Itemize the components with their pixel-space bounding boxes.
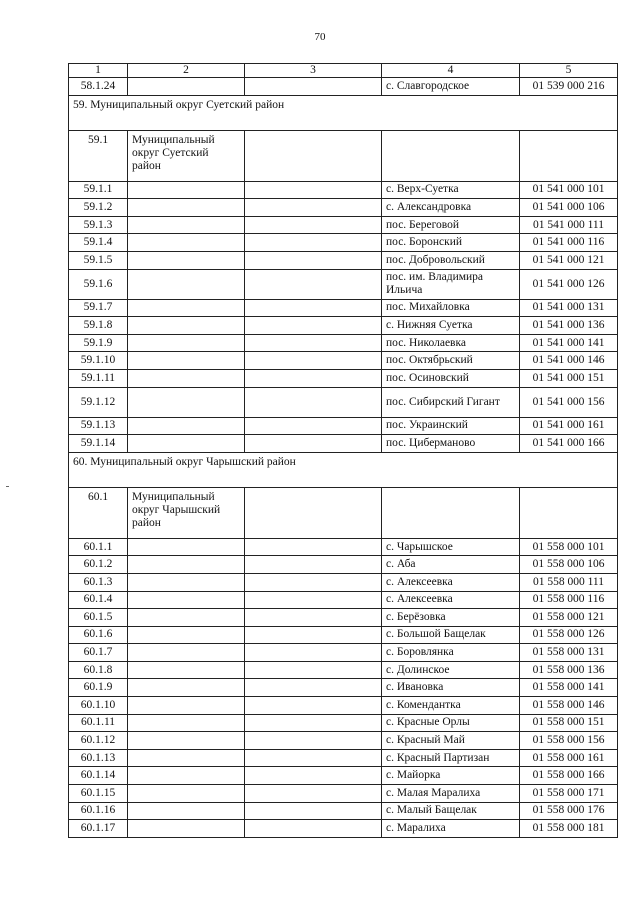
code-cell: 01 558 000 176 — [520, 802, 618, 820]
code-cell: 01 541 000 146 — [520, 352, 618, 370]
table-row — [69, 609, 618, 627]
table-row — [69, 181, 618, 199]
settlement-name-cell: пос. Николаевка — [382, 334, 520, 352]
table-row — [69, 732, 618, 750]
municipality-name-cell — [128, 661, 245, 679]
empty-cell — [245, 352, 382, 370]
empty-cell — [245, 487, 382, 538]
table-row — [69, 78, 618, 96]
code-cell: 01 541 000 116 — [520, 234, 618, 252]
empty-cell — [245, 644, 382, 662]
row-number-cell: 60.1.9 — [69, 679, 128, 697]
row-number-cell: 60.1.7 — [69, 644, 128, 662]
page-number: 70 — [314, 31, 326, 43]
margin-mark — [6, 486, 9, 487]
row-number-cell: 59.1.9 — [69, 334, 128, 352]
row-number-cell: 60.1 — [69, 487, 128, 538]
empty-cell — [245, 609, 382, 627]
table-row — [69, 216, 618, 234]
settlement-name-cell: пос. Октябрьский — [382, 352, 520, 370]
empty-cell — [245, 251, 382, 269]
table-row — [69, 749, 618, 767]
municipality-name-cell — [128, 697, 245, 715]
municipality-row — [69, 130, 618, 181]
empty-cell — [245, 802, 382, 820]
header-cell: 1 — [69, 64, 128, 78]
municipality-name-cell — [128, 538, 245, 556]
code-cell — [520, 130, 618, 181]
row-number-cell: 59.1.13 — [69, 417, 128, 435]
code-cell: 01 541 000 101 — [520, 181, 618, 199]
row-number-cell: 60.1.16 — [69, 802, 128, 820]
settlement-name-cell: с. Малый Бащелак — [382, 802, 520, 820]
code-cell: 01 541 000 106 — [520, 199, 618, 217]
municipality-name-cell — [128, 644, 245, 662]
code-cell: 01 558 000 101 — [520, 538, 618, 556]
table-row — [69, 573, 618, 591]
table-row — [69, 317, 618, 335]
table-row — [69, 767, 618, 785]
settlement-name-cell: пос. Береговой — [382, 216, 520, 234]
empty-cell — [245, 785, 382, 803]
table-row — [69, 697, 618, 715]
settlement-name-cell: с. Маралиха — [382, 820, 520, 838]
code-cell: 01 558 000 106 — [520, 556, 618, 574]
table-row — [69, 802, 618, 820]
empty-cell — [245, 573, 382, 591]
code-cell: 01 541 000 156 — [520, 387, 618, 417]
section-header-row — [69, 452, 618, 487]
municipality-name-cell — [128, 573, 245, 591]
settlement-name-cell: пос. Циберманово — [382, 435, 520, 453]
municipality-name-cell — [128, 78, 245, 96]
code-cell: 01 541 000 166 — [520, 435, 618, 453]
settlement-name-cell: с. Красный Партизан — [382, 749, 520, 767]
municipality-name-cell — [128, 269, 245, 299]
settlement-name-cell: с. Чарышское — [382, 538, 520, 556]
settlement-name-cell: с. Аба — [382, 556, 520, 574]
table-row — [69, 199, 618, 217]
row-number-cell: 59.1 — [69, 130, 128, 181]
code-cell: 01 558 000 126 — [520, 626, 618, 644]
empty-cell — [245, 591, 382, 609]
settlement-name-cell: с. Красные Орлы — [382, 714, 520, 732]
empty-cell — [245, 661, 382, 679]
row-number-cell: 59.1.7 — [69, 299, 128, 317]
municipality-name-cell — [128, 591, 245, 609]
row-number-cell: 60.1.10 — [69, 697, 128, 715]
table-header-row — [69, 64, 618, 78]
municipality-name-cell — [128, 181, 245, 199]
municipality-row — [69, 487, 618, 538]
section-header-row — [69, 95, 618, 130]
empty-cell — [245, 387, 382, 417]
code-cell: 01 558 000 121 — [520, 609, 618, 627]
settlement-name-cell: с. Александровка — [382, 199, 520, 217]
code-cell: 01 541 000 136 — [520, 317, 618, 335]
empty-cell — [245, 181, 382, 199]
code-cell: 01 558 000 181 — [520, 820, 618, 838]
table-row — [69, 234, 618, 252]
municipality-name-cell — [128, 299, 245, 317]
municipality-name-cell — [128, 199, 245, 217]
settlement-name-cell: пос. им. Владимира Ильича — [382, 269, 520, 299]
settlement-name-cell: с. Славгородское — [382, 78, 520, 96]
code-cell: 01 558 000 156 — [520, 732, 618, 750]
empty-cell — [245, 732, 382, 750]
empty-cell — [245, 626, 382, 644]
row-number-cell: 59.1.4 — [69, 234, 128, 252]
row-number-cell: 60.1.12 — [69, 732, 128, 750]
settlement-name-cell: с. Нижняя Суетка — [382, 317, 520, 335]
row-number-cell: 60.1.11 — [69, 714, 128, 732]
municipality-name-cell — [128, 626, 245, 644]
municipality-name-cell — [128, 679, 245, 697]
table-row — [69, 785, 618, 803]
row-number-cell: 59.1.11 — [69, 369, 128, 387]
row-number-cell: 60.1.4 — [69, 591, 128, 609]
code-cell: 01 558 000 131 — [520, 644, 618, 662]
table-row — [69, 299, 618, 317]
municipality-name-cell — [128, 820, 245, 838]
table-row — [69, 369, 618, 387]
municipality-name-cell — [128, 802, 245, 820]
settlement-name-cell: пос. Михайловка — [382, 299, 520, 317]
table-row — [69, 714, 618, 732]
table-row — [69, 644, 618, 662]
row-number-cell: 59.1.2 — [69, 199, 128, 217]
table-row — [69, 626, 618, 644]
code-cell: 01 558 000 171 — [520, 785, 618, 803]
empty-cell — [245, 299, 382, 317]
empty-cell — [245, 767, 382, 785]
settlement-name-cell: с. Долинское — [382, 661, 520, 679]
settlement-name-cell: с. Комендантка — [382, 697, 520, 715]
empty-cell — [245, 130, 382, 181]
empty-cell — [245, 78, 382, 96]
row-number-cell: 60.1.15 — [69, 785, 128, 803]
code-cell: 01 541 000 161 — [520, 417, 618, 435]
table-row — [69, 387, 618, 417]
municipality-name-cell — [128, 767, 245, 785]
header-cell: 3 — [245, 64, 382, 78]
row-number-cell: 58.1.24 — [69, 78, 128, 96]
municipality-name-cell — [128, 216, 245, 234]
code-cell: 01 541 000 126 — [520, 269, 618, 299]
row-number-cell: 60.1.1 — [69, 538, 128, 556]
municipality-name-cell — [128, 785, 245, 803]
row-number-cell: 59.1.5 — [69, 251, 128, 269]
settlement-name-cell: с. Алексеевка — [382, 591, 520, 609]
municipality-name-cell — [128, 334, 245, 352]
table-row — [69, 538, 618, 556]
code-cell: 01 541 000 141 — [520, 334, 618, 352]
settlement-name-cell: с. Красный Май — [382, 732, 520, 750]
table-row — [69, 556, 618, 574]
table-row — [69, 269, 618, 299]
empty-cell — [245, 435, 382, 453]
municipality-name-cell — [128, 556, 245, 574]
row-number-cell: 60.1.14 — [69, 767, 128, 785]
settlement-name-cell: пос. Сибирский Гигант — [382, 387, 520, 417]
municipality-name-cell: Муниципальный округ Чарышский район — [128, 487, 245, 538]
table-row — [69, 661, 618, 679]
code-cell: 01 558 000 116 — [520, 591, 618, 609]
settlement-name-cell: с. Боровлянка — [382, 644, 520, 662]
table-row — [69, 352, 618, 370]
row-number-cell: 60.1.2 — [69, 556, 128, 574]
settlement-name-cell: с. Берёзовка — [382, 609, 520, 627]
municipality-name-cell — [128, 732, 245, 750]
municipality-name-cell — [128, 387, 245, 417]
municipality-name-cell — [128, 714, 245, 732]
municipality-name-cell: Муниципальный округ Суетский район — [128, 130, 245, 181]
row-number-cell: 60.1.3 — [69, 573, 128, 591]
row-number-cell: 59.1.3 — [69, 216, 128, 234]
code-cell: 01 558 000 136 — [520, 661, 618, 679]
empty-cell — [245, 556, 382, 574]
header-cell: 4 — [382, 64, 520, 78]
table-row — [69, 334, 618, 352]
row-number-cell: 59.1.8 — [69, 317, 128, 335]
row-number-cell: 60.1.13 — [69, 749, 128, 767]
empty-cell — [245, 234, 382, 252]
municipality-name-cell — [128, 417, 245, 435]
row-number-cell: 60.1.8 — [69, 661, 128, 679]
code-cell: 01 539 000 216 — [520, 78, 618, 96]
code-cell: 01 558 000 141 — [520, 679, 618, 697]
code-cell: 01 541 000 131 — [520, 299, 618, 317]
row-number-cell: 59.1.6 — [69, 269, 128, 299]
code-cell: 01 558 000 111 — [520, 573, 618, 591]
table-row — [69, 251, 618, 269]
row-number-cell: 60.1.17 — [69, 820, 128, 838]
header-cell: 5 — [520, 64, 618, 78]
empty-cell — [245, 679, 382, 697]
code-cell: 01 558 000 166 — [520, 767, 618, 785]
settlement-name-cell: с. Майорка — [382, 767, 520, 785]
municipality-name-cell — [128, 234, 245, 252]
section-title: 59. Муниципальный округ Суетский район — [69, 95, 618, 130]
table-row — [69, 435, 618, 453]
code-cell: 01 558 000 151 — [520, 714, 618, 732]
table-row — [69, 417, 618, 435]
municipality-name-cell — [128, 435, 245, 453]
row-number-cell: 59.1.12 — [69, 387, 128, 417]
empty-cell — [245, 369, 382, 387]
empty-cell — [245, 417, 382, 435]
table-row — [69, 679, 618, 697]
section-title: 60. Муниципальный округ Чарышский район — [69, 452, 618, 487]
code-cell: 01 558 000 161 — [520, 749, 618, 767]
municipality-name-cell — [128, 749, 245, 767]
empty-cell — [245, 269, 382, 299]
row-number-cell: 60.1.5 — [69, 609, 128, 627]
settlements-table — [68, 63, 618, 838]
municipality-name-cell — [128, 352, 245, 370]
row-number-cell: 59.1.1 — [69, 181, 128, 199]
code-cell: 01 541 000 151 — [520, 369, 618, 387]
municipality-name-cell — [128, 251, 245, 269]
code-cell — [520, 487, 618, 538]
code-cell: 01 541 000 111 — [520, 216, 618, 234]
empty-cell — [245, 820, 382, 838]
municipality-name-cell — [128, 317, 245, 335]
table-row — [69, 591, 618, 609]
settlement-name-cell: с. Верх-Суетка — [382, 181, 520, 199]
settlement-name-cell: пос. Осиновский — [382, 369, 520, 387]
settlement-name-cell: пос. Боронский — [382, 234, 520, 252]
row-number-cell: 59.1.10 — [69, 352, 128, 370]
empty-cell — [245, 714, 382, 732]
empty-cell — [245, 334, 382, 352]
empty-cell — [245, 697, 382, 715]
empty-cell — [245, 538, 382, 556]
settlement-name-cell — [382, 487, 520, 538]
row-number-cell: 60.1.6 — [69, 626, 128, 644]
settlement-name-cell — [382, 130, 520, 181]
empty-cell — [245, 216, 382, 234]
code-cell: 01 541 000 121 — [520, 251, 618, 269]
empty-cell — [245, 749, 382, 767]
row-number-cell: 59.1.14 — [69, 435, 128, 453]
settlement-name-cell: с. Ивановка — [382, 679, 520, 697]
settlement-name-cell: с. Алексеевка — [382, 573, 520, 591]
empty-cell — [245, 199, 382, 217]
code-cell: 01 558 000 146 — [520, 697, 618, 715]
settlement-name-cell: пос. Украинский — [382, 417, 520, 435]
table-row — [69, 820, 618, 838]
header-cell: 2 — [128, 64, 245, 78]
municipality-name-cell — [128, 609, 245, 627]
settlement-name-cell: с. Большой Бащелак — [382, 626, 520, 644]
municipality-name-cell — [128, 369, 245, 387]
empty-cell — [245, 317, 382, 335]
settlement-name-cell: пос. Добровольский — [382, 251, 520, 269]
settlement-name-cell: с. Малая Маралиха — [382, 785, 520, 803]
